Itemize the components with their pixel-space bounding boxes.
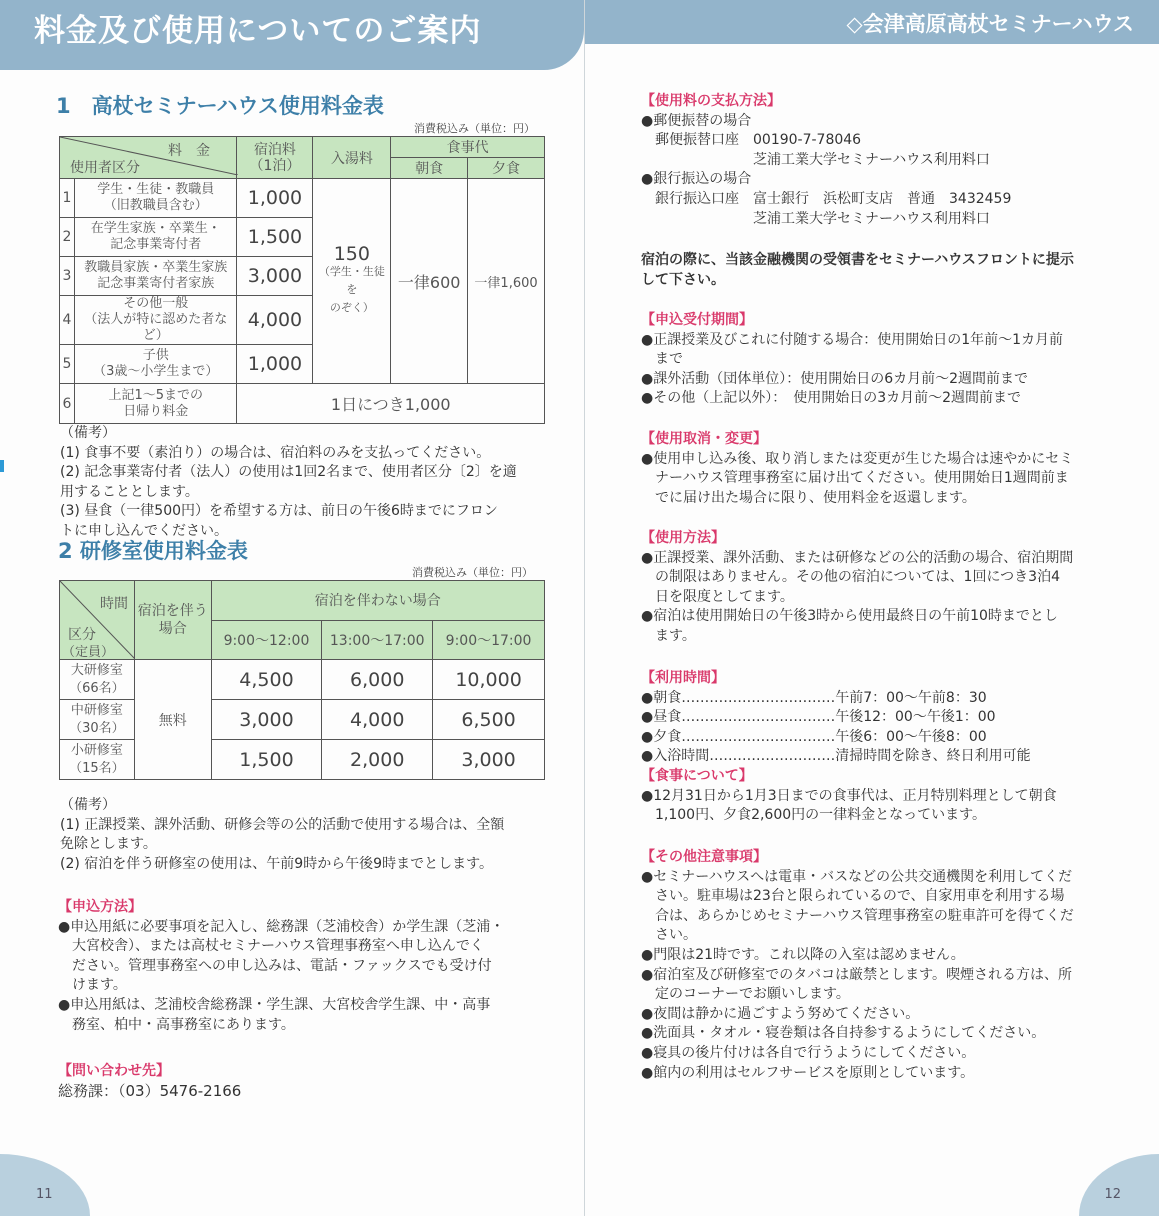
other-line: ●夜間は静かに過ごすよう努めてください。 bbox=[641, 1005, 920, 1022]
period-section bbox=[641, 311, 1141, 409]
meal-heading: 【食事について】 bbox=[641, 767, 753, 784]
table-row bbox=[60, 179, 545, 218]
room-name-cell: 中研修室 （30名） bbox=[60, 700, 135, 740]
other-line: ●寝具の後片付けは各自で行うようにしてください。 bbox=[641, 1044, 976, 1061]
contact-phone: 総務課：（03）5476-2166 bbox=[58, 1081, 242, 1100]
period-line: ●正課授業及びこれに付随する場合：使用開始日の1年前～1カ月前 bbox=[641, 331, 1064, 348]
hours-line: ●昼食……………………………午後12：00～午後1：00 bbox=[641, 709, 996, 726]
header-time-label: 時間 bbox=[100, 596, 128, 612]
header-stay-label: 宿泊料 bbox=[253, 141, 296, 158]
table-row bbox=[60, 660, 545, 700]
note-line: (1) 食事不要（素泊り）の場合は、宿泊料のみを支払ってください。 bbox=[60, 444, 491, 461]
corner-decoration bbox=[0, 1154, 90, 1216]
page-number-right: 12 bbox=[1104, 1187, 1121, 1202]
usage-heading: 【使用方法】 bbox=[641, 530, 725, 546]
usage-section bbox=[641, 529, 1141, 647]
other-line: さい。駐車場は23台と限られているので、自家用車を利用する場 bbox=[655, 888, 1065, 905]
right-header-banner bbox=[585, 0, 1159, 44]
hours-line: ●朝食……………………………午前7：00～午前8：30 bbox=[641, 689, 987, 706]
apply-section bbox=[58, 898, 538, 1035]
cancel-line: ナーハウス管理事務室に届け出てください。使用開始日1週間前ま bbox=[655, 470, 1069, 487]
other-line: ●門限は21時です。これ以降の入室は認めません。 bbox=[641, 946, 965, 963]
row-category: 学生・生徒・教職員 （旧教職員含む） bbox=[74, 179, 237, 218]
header-room-label: 区分 bbox=[68, 627, 96, 643]
row-number: 5 bbox=[60, 345, 75, 384]
apply-heading: 【申込方法】 bbox=[58, 899, 142, 915]
table-row bbox=[60, 384, 545, 424]
header-slot-morning: 9:00～12:00 bbox=[211, 620, 322, 660]
apply-line: ださい。管理事務室への申し込みは、電話・ファックスでも受け付 bbox=[72, 957, 492, 974]
payment-section bbox=[641, 92, 1141, 229]
with-stay-free: 無料 bbox=[134, 660, 211, 780]
period-line: ●その他（上記以外）： 使用開始日の3カ月前～2週間前まで bbox=[641, 390, 1022, 407]
row-category: 在学生家族・卒業生・ 記念事業寄付者 bbox=[74, 218, 237, 257]
contact-section bbox=[58, 1062, 538, 1101]
section1-title: 1 高杖セミナーハウス使用料金表 bbox=[56, 94, 384, 118]
header-without-stay: 宿泊を伴わない場合 bbox=[211, 581, 544, 621]
header-with-stay-label: 宿泊を伴う bbox=[137, 603, 208, 619]
other-line: 定のコーナーでお願いします。 bbox=[655, 986, 850, 1003]
note-line: （備考） bbox=[60, 425, 116, 441]
margin-marker bbox=[0, 460, 4, 472]
left-header-banner bbox=[0, 0, 584, 70]
bath-fee-note-1: （学生・生徒を bbox=[318, 265, 385, 296]
receipt-line: 宿泊の際に、当該金融機関の受領書をセミナーハウスフロントに提示 bbox=[641, 252, 1074, 268]
note-line: (3) 昼食（一律500円）を希望する方は、前日の午後6時までにフロン bbox=[60, 503, 498, 520]
room-fee-morning: 1,500 bbox=[211, 740, 322, 780]
note-line: (2) 宿泊を伴う研修室の使用は、午前9時から午後9時までとします。 bbox=[60, 855, 493, 872]
hours-heading: 【利用時間】 bbox=[641, 670, 725, 686]
row-number: 3 bbox=[60, 257, 75, 296]
room-fee-fullday: 3,000 bbox=[433, 740, 545, 780]
day-use-fee: 1日につき1,000 bbox=[237, 384, 545, 424]
cancel-section bbox=[641, 430, 1141, 508]
payment-line: ●銀行振込の場合 bbox=[641, 171, 752, 188]
header-slot-fullday: 9:00～17:00 bbox=[433, 620, 545, 660]
header-breakfast-label: 朝食 bbox=[391, 158, 468, 179]
notes-2 bbox=[60, 796, 540, 874]
other-line: ●セミナーハウスへは電車・バスなどの公共交通機関を利用してくだ bbox=[641, 868, 1073, 885]
row-stay-fee: 1,000 bbox=[237, 345, 313, 384]
row-stay-fee: 1,500 bbox=[237, 218, 313, 257]
room-fee-afternoon: 4,000 bbox=[322, 700, 433, 740]
room-fee-morning: 4,500 bbox=[211, 660, 322, 700]
payment-line: 郵便振替口座 00190-7-78046 bbox=[655, 132, 862, 149]
hours-line: ●夕食……………………………午後6：00～午後8：00 bbox=[641, 728, 987, 745]
header-dinner-label: 夕食 bbox=[468, 158, 545, 179]
usage-line: ます。 bbox=[655, 627, 696, 644]
table-row bbox=[60, 700, 545, 740]
usage-line: 日を限度としてます。 bbox=[655, 588, 794, 605]
note-line: 用することとします。 bbox=[60, 483, 199, 500]
header-fee-user-cell bbox=[60, 137, 237, 179]
apply-line: ●申込用紙に必要事項を記入し、総務課（芝浦校舎）か学生課（芝浦・ bbox=[58, 918, 505, 935]
right-page bbox=[584, 0, 1159, 1216]
row-number: 4 bbox=[60, 296, 75, 345]
room-fee-fullday: 10,000 bbox=[433, 660, 545, 700]
other-line: ●宿泊室及び研修室でのタバコは厳禁とします。喫煙される方は、所 bbox=[641, 966, 1072, 983]
header-bath-label: 入湯料 bbox=[313, 137, 391, 179]
note-line: (1) 正課授業、課外活動、研修会等の公的活動で使用する場合は、全額 bbox=[60, 816, 505, 833]
row-number: 2 bbox=[60, 218, 75, 257]
header-fee-label: 料 金 bbox=[168, 142, 210, 159]
other-heading: 【その他注意事項】 bbox=[641, 849, 767, 865]
header-capacity-label: （定員） bbox=[62, 645, 115, 660]
hours-line: ●入浴時間………………………清掃時間を除き、終日利用可能 bbox=[641, 748, 1031, 765]
meal-line: ●12月31日から1月3日までの食事代は、正月特別料理として朝食 bbox=[641, 787, 1057, 804]
payment-line: 銀行振込口座 富士銀行 浜松町支店 普通 3432459 bbox=[655, 190, 1012, 207]
dinner-fee: 一律1,600 bbox=[468, 179, 545, 384]
other-line: 合は、あらかじめセミナーハウス管理事務室の駐車許可を得てくだ bbox=[655, 907, 1074, 924]
payment-line: ●郵便振替の場合 bbox=[641, 112, 752, 129]
apply-line: ●申込用紙は、芝浦校舎総務課・学生課、大宮校舎学生課、中・高事 bbox=[58, 996, 491, 1013]
tax-note-2: 消費税込み（単位：円） bbox=[412, 566, 533, 579]
apply-line: けます。 bbox=[72, 977, 127, 994]
row-category: その他一般 （法人が特に認めた者など） bbox=[74, 296, 237, 345]
apply-line: 大宮校舎）、または高杖セミナーハウス管理事務室へ申し込んでく bbox=[72, 938, 484, 955]
table-row bbox=[60, 740, 545, 780]
other-line: さい。 bbox=[655, 927, 697, 944]
header-slot-afternoon: 13:00～17:00 bbox=[322, 620, 433, 660]
row-number: 1 bbox=[60, 179, 75, 218]
bath-fee-value: 150 bbox=[333, 243, 370, 265]
payment-line: 芝浦工業大学セミナーハウス利用料口 bbox=[655, 210, 990, 227]
cancel-line: でに届け出た場合に限り、使用料金を返還します。 bbox=[655, 489, 976, 506]
payment-heading: 【使用料の支払方法】 bbox=[641, 93, 781, 109]
tax-note-1: 消費税込み（単位：円） bbox=[414, 122, 535, 135]
room-fee-morning: 3,000 bbox=[211, 700, 322, 740]
apply-line: 務室、柏中・高事務室にあります。 bbox=[72, 1016, 295, 1033]
header-stay-cell bbox=[237, 137, 313, 179]
usage-line: ●正課授業、課外活動、または研修などの公的活動の場合、宿泊期間 bbox=[641, 549, 1074, 566]
cancel-line: ●使用申し込み後、取り消しまたは変更が生じた場合は速やかにセミ bbox=[641, 450, 1074, 467]
corner-decoration bbox=[1079, 1154, 1159, 1216]
header-stay-sub: （1泊） bbox=[249, 157, 301, 174]
row-stay-fee: 1,000 bbox=[237, 179, 313, 218]
room-name-cell: 大研修室 （66名） bbox=[60, 660, 135, 700]
row-category: 教職員家族・卒業生家族 記念事業寄付者家族 bbox=[74, 257, 237, 296]
row-stay-fee: 4,000 bbox=[237, 296, 313, 345]
section2-title: 2 研修室使用料金表 bbox=[58, 539, 248, 563]
other-line: ●洗面具・タオル・寝巻類は各自持参するようにしてください。 bbox=[641, 1025, 1046, 1042]
row-stay-fee: 3,000 bbox=[237, 257, 313, 296]
payment-line: 芝浦工業大学セミナーハウス利用料口 bbox=[655, 151, 990, 168]
room-name-cell: 小研修室 （15名） bbox=[60, 740, 135, 780]
right-header-title: ◇会津高原高杖セミナーハウス bbox=[846, 12, 1134, 36]
room-fee-afternoon: 6,000 bbox=[322, 660, 433, 700]
header-with-stay-label-2: 場合 bbox=[158, 621, 187, 637]
period-line: まで bbox=[655, 351, 683, 368]
training-room-fee-table bbox=[59, 580, 545, 780]
period-heading: 【申込受付期間】 bbox=[641, 312, 753, 328]
contact-heading: 【問い合わせ先】 bbox=[58, 1063, 170, 1079]
header-time-room-cell bbox=[60, 581, 135, 660]
row-category: 子供 （3歳～小学生まで） bbox=[74, 345, 237, 384]
note-line: (2) 記念事業寄付者（法人）の使用は1回2名まで、使用者区分〔2〕を適 bbox=[60, 464, 517, 481]
accommodation-fee-table bbox=[59, 136, 545, 424]
usage-line: ●宿泊は使用開始日の午後3時から使用最終日の午前10時までとし bbox=[641, 608, 1058, 625]
notes-1 bbox=[60, 424, 540, 542]
page-number-left: 11 bbox=[36, 1187, 53, 1202]
note-line: 免除とします。 bbox=[60, 836, 157, 853]
other-line: ●館内の利用はセルフサービスを原則としています。 bbox=[641, 1064, 975, 1081]
room-fee-fullday: 6,500 bbox=[433, 700, 545, 740]
note-line: トに申し込んでください。 bbox=[60, 522, 228, 539]
left-header-title: 料金及び使用についてのご案内 bbox=[34, 13, 482, 49]
header-user-label: 使用者区分 bbox=[70, 159, 140, 176]
meal-line: 1,100円、夕食2,600円の一律料金となっています。 bbox=[655, 807, 987, 824]
breakfast-fee: 一律600 bbox=[391, 179, 468, 384]
other-section bbox=[641, 848, 1141, 1083]
hours-section bbox=[641, 669, 1141, 826]
period-line: ●課外活動（団体単位）：使用開始日の6カ月前～2週間前まで bbox=[641, 370, 1029, 387]
row-number: 6 bbox=[60, 384, 75, 424]
usage-line: の制限はありません。その他の宿泊については、1回につき3泊4 bbox=[655, 569, 1061, 586]
room-fee-afternoon: 2,000 bbox=[322, 740, 433, 780]
row-category: 上記1～5までの 日帰り料金 bbox=[74, 384, 237, 424]
header-with-stay-cell bbox=[134, 581, 211, 660]
header-meal-label: 食事代 bbox=[391, 137, 545, 158]
note-line: （備考） bbox=[60, 797, 116, 813]
receipt-line: して下さい。 bbox=[641, 271, 725, 288]
receipt-note bbox=[641, 251, 1141, 290]
cancel-heading: 【使用取消・変更】 bbox=[641, 431, 767, 447]
bath-fee-cell bbox=[313, 179, 391, 384]
bath-fee-note-2: のぞく） bbox=[329, 301, 374, 314]
